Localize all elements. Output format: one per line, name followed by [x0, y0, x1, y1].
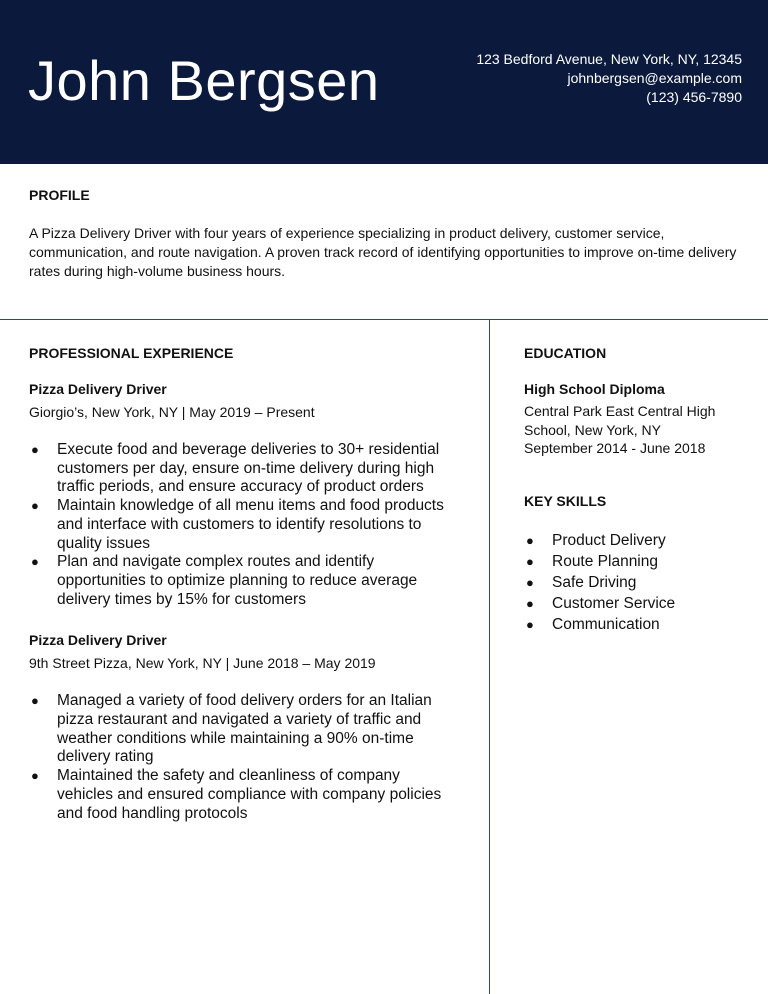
vertical-divider [489, 320, 490, 994]
bullet-item [29, 692, 459, 767]
profile-text: A Pizza Delivery Driver with four years of experience specializing in product delivery, customer service, communication, and route navigation. A proven track record of identifying opportunities to improve on-time delivery rates during high-volume business hours. [29, 225, 737, 279]
bullet-icon: ● [31, 768, 39, 784]
horizontal-divider [0, 319, 768, 320]
skills-list [524, 530, 744, 635]
job-entry [29, 631, 459, 823]
phone: (123) 456-7890 [646, 89, 742, 105]
degree-title: High School Diploma [524, 381, 665, 397]
experience-title: PROFESSIONAL EXPERIENCE [29, 345, 234, 361]
header-banner [0, 0, 768, 164]
bullet-icon: ● [526, 595, 534, 611]
skill-item [524, 551, 744, 572]
skill-item [524, 572, 744, 593]
bullet-icon: ● [526, 574, 534, 590]
contact-info [476, 50, 742, 107]
bullet-item [29, 553, 459, 609]
sidebar-column [524, 344, 744, 635]
profile-section [29, 186, 739, 281]
skill-text: Communication [552, 615, 660, 633]
bullet-item [29, 441, 459, 497]
bullet-text: Plan and navigate complex routes and identify opportunities to optimize planning to reduce average delivery times by 15% for customers [57, 553, 418, 608]
skill-item [524, 530, 744, 551]
job-meta: 9th Street Pizza, New York, NY | June 2018 – May 2019 [29, 655, 376, 672]
skill-text: Customer Service [552, 594, 676, 612]
job-meta: Giorgio’s, New York, NY | May 2019 – Present [29, 404, 315, 420]
address: 123 Bedford Avenue, New York, NY, 12345 [476, 51, 742, 67]
bullet-text: Maintained the safety and cleanliness of company vehicles and ensured compliance with company policies and food handling protocols [57, 767, 442, 822]
skills-title: KEY SKILLS [524, 492, 607, 509]
education-section [524, 344, 744, 458]
bullet-text: Maintain knowledge of all menu items and food products and interface with customers to identify resolutions to quality issues [57, 497, 444, 552]
job-entry [29, 380, 459, 609]
skill-item [524, 593, 744, 614]
experience-section [29, 344, 459, 823]
bullet-text: Execute food and beverage deliveries to 30+ residential customers per day, ensure on-time delivery during high traffic periods, and ensure accuracy of product orders [57, 441, 440, 496]
job-title: Pizza Delivery Driver [29, 381, 167, 397]
bullet-icon: ● [526, 553, 534, 569]
bullet-icon: ● [31, 693, 39, 709]
bullet-icon: ● [526, 532, 534, 548]
skills-section [524, 492, 744, 635]
candidate-name: John Bergsen [28, 49, 380, 112]
bullet-icon: ● [31, 498, 39, 514]
skill-text: Product Delivery [552, 531, 666, 549]
bullet-icon: ● [31, 554, 39, 570]
bullet-item [29, 497, 459, 553]
bullet-item [29, 767, 459, 823]
skill-text: Route Planning [552, 552, 658, 570]
bullet-icon: ● [31, 442, 39, 457]
job-title: Pizza Delivery Driver [29, 632, 167, 649]
education-title: EDUCATION [524, 345, 607, 361]
school-name: Central Park East Central High School, New York, NY [524, 403, 716, 438]
bullet-icon: ● [526, 616, 534, 632]
email: johnbergsen@example.com [567, 70, 742, 86]
skill-item [524, 614, 744, 635]
education-dates: September 2014 - June 2018 [524, 440, 706, 456]
job-bullets [29, 692, 459, 823]
skill-text: Safe Driving [552, 573, 637, 591]
profile-title: PROFILE [29, 187, 90, 203]
job-bullets [29, 441, 459, 609]
bullet-text: Managed a variety of food delivery orders for an Italian pizza restaurant and navigated a variety of traffic and weather conditions while maintaining a 90% on-time delivery rating [57, 692, 432, 766]
